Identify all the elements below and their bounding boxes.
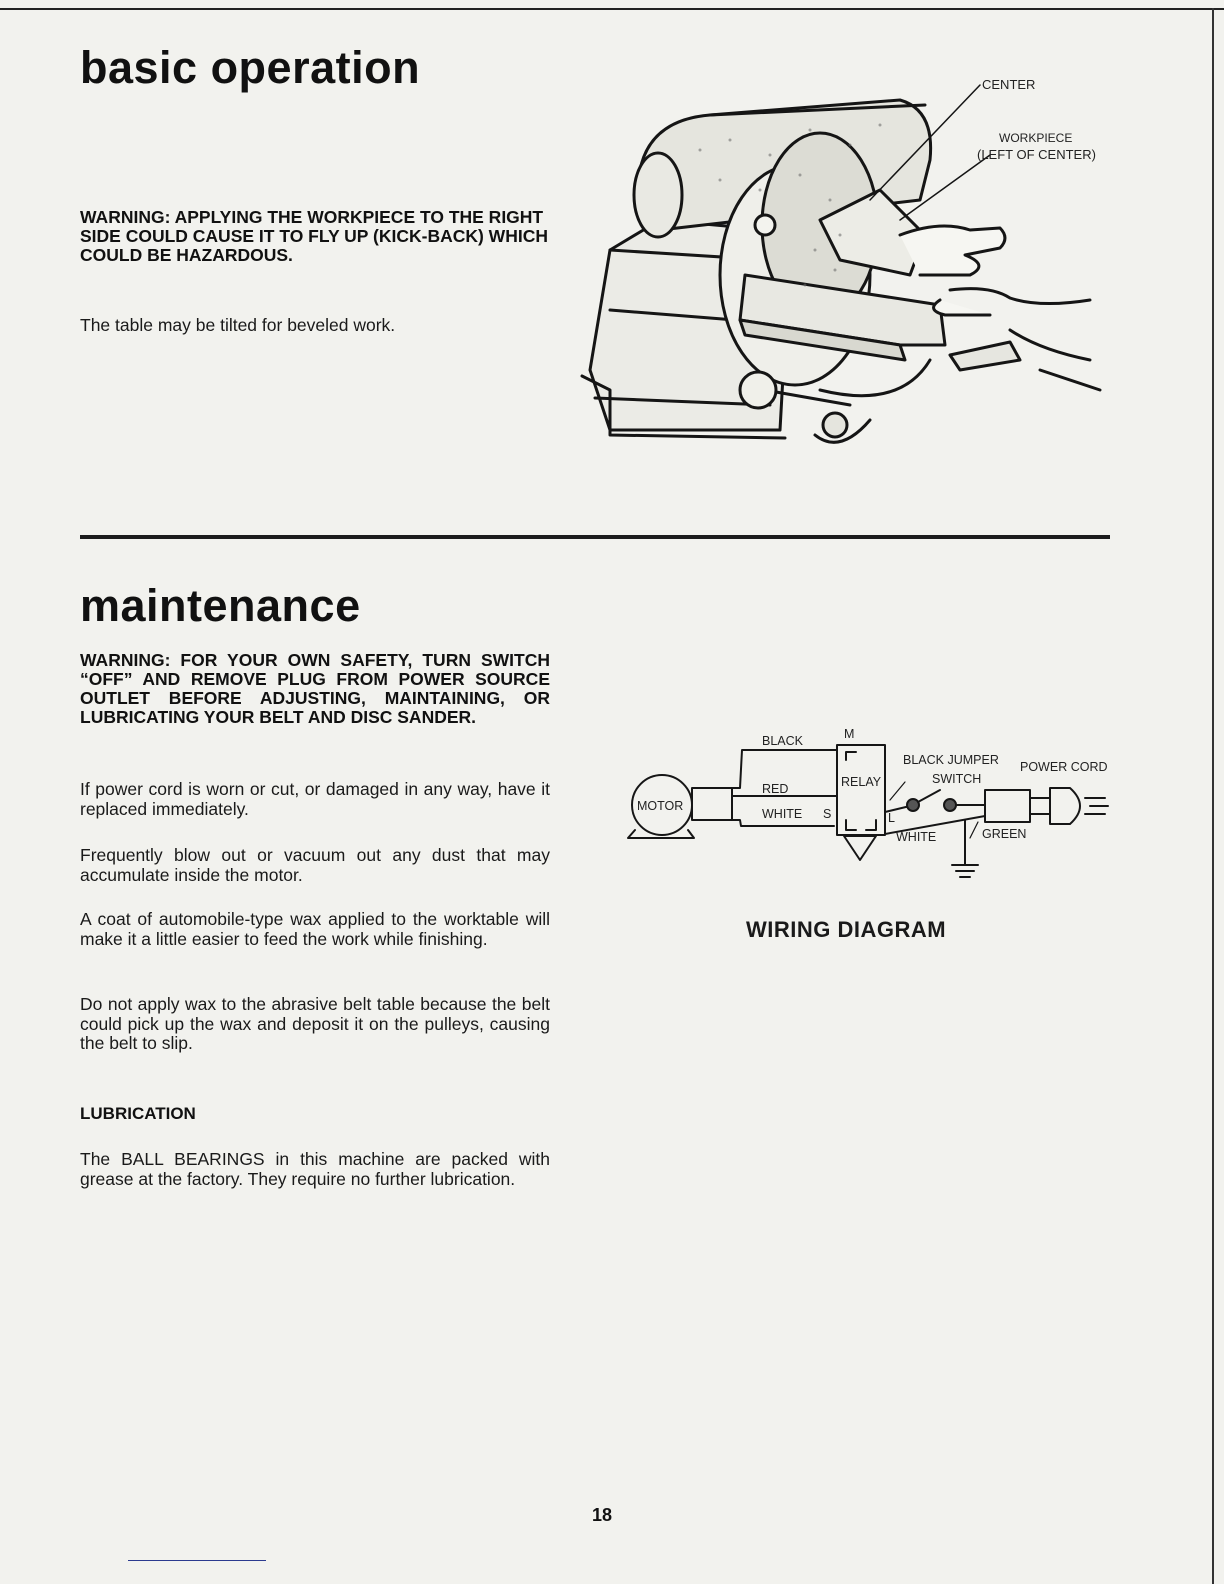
black-jumper-label: BLACK JUMPER <box>903 753 999 767</box>
wiring-diagram-caption: WIRING DIAGRAM <box>746 917 947 942</box>
maintenance-paragraph: Do not apply wax to the abrasive belt table because the belt could pick up the wax and deposit it on the pulleys, causing the belt to slip. <box>80 994 550 1053</box>
lubrication-heading: LUBRICATION <box>80 1104 196 1123</box>
relay-l-label: L <box>888 811 895 825</box>
switch-label: SWITCH <box>932 772 982 786</box>
bevel-note: The table may be tilted for beveled work. <box>80 315 396 335</box>
white-return-label: WHITE <box>896 830 937 844</box>
footer-underline <box>128 1560 266 1561</box>
lubrication-paragraph: The BALL BEARINGS in this machine are packed with grease at the factory. They require no further lubrication. <box>80 1149 550 1189</box>
kickback-warning: WARNING: APPLYING THE WORKPIECE TO THE RIGHT SIDE COULD CAUSE IT TO FLY UP (KICK-BACK) WHICH COULD BE HAZARDOUS. <box>80 207 548 265</box>
safety-warning: WARNING: FOR YOUR OWN SAFETY, TURN SWITCH “OFF” AND REMOVE PLUG FROM POWER SOURCE OUTLET BEFORE ADJUSTING, MAINTAINING, OR LUBRICATING YOUR BELT AND DISC SANDER. <box>80 650 550 727</box>
switch-contact-icon <box>907 799 919 811</box>
relay-label: RELAY <box>841 775 882 789</box>
workpiece-callout: WORKPIECE <box>999 131 1073 145</box>
basic-operation-heading: basic operation <box>80 42 421 93</box>
black-wire-label: BLACK <box>762 734 803 748</box>
white-wire-label: WHITE <box>762 807 803 821</box>
belt-disc-sander-illustration <box>570 60 1120 480</box>
red-wire-label: RED <box>762 782 789 796</box>
maintenance-paragraph: Frequently blow out or vacuum out any dust that may accumulate inside the motor. <box>80 845 550 885</box>
relay-symbol <box>837 745 885 835</box>
relay-m-label: M <box>844 727 855 741</box>
top-border-line <box>0 8 1224 10</box>
relay-s-label: S <box>823 807 832 821</box>
right-border-line <box>1212 8 1214 1584</box>
wiring-diagram <box>620 727 1120 900</box>
maintenance-paragraph: If power cord is worn or cut, or damaged in any way, have it replaced immediately. <box>80 779 550 819</box>
left-of-center-callout: (LEFT OF CENTER) <box>977 147 1096 162</box>
motor-label: MOTOR <box>637 799 684 813</box>
switch-contact-icon <box>944 799 956 811</box>
center-callout: CENTER <box>982 77 1036 92</box>
page-number: 18 <box>592 1505 613 1525</box>
green-wire-label: GREEN <box>982 827 1027 841</box>
maintenance-heading: maintenance <box>80 580 361 631</box>
plug-symbol <box>1050 788 1080 824</box>
power-cord-label: POWER CORD <box>1020 760 1108 774</box>
maintenance-paragraph: A coat of automobile-type wax applied to the worktable will make it a little easier to feed the work while finishing. <box>80 909 550 949</box>
section-divider <box>80 535 1110 539</box>
